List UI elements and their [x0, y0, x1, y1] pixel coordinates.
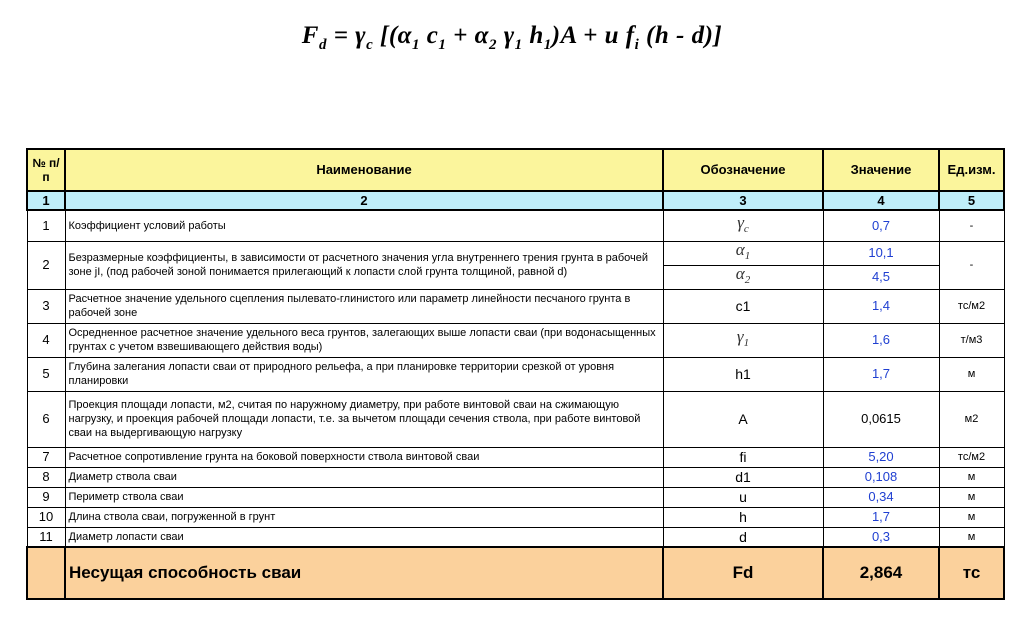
table-row: [27, 447, 1004, 467]
row-name: Глубина залегания лопасти сваи от природного рельефа, а при планировке территории срезкой от уровня планировки: [65, 357, 663, 391]
formula-part6-sub: i: [634, 37, 640, 53]
row-name: Проекция площади лопасти, м2, считая по наружному диаметру, при работе винтовой сваи на сжимающую нагрузку, и проекция рабочей площади лопасти, т.е. за вычетом площади сечения ствола, при работе винтовой сваи на выдергивающую нагрузку: [65, 391, 663, 447]
row-value: 4,5: [823, 265, 939, 289]
column-number: 4: [823, 191, 939, 210]
row-name: Расчетное значение удельного сцепления пылевато-глинистого или параметр линейности песчаного грунта в рабочей зоне: [65, 289, 663, 323]
header-name: Наименование: [65, 149, 663, 191]
formula-rhs: = γ: [333, 22, 367, 49]
total-unit: тс: [939, 547, 1004, 599]
row-name: Диаметр лопасти сваи: [65, 527, 663, 547]
column-number: 1: [27, 191, 65, 210]
total-symbol: Fd: [663, 547, 823, 599]
table-row: [27, 391, 1004, 447]
row-number: 11: [27, 527, 65, 547]
row-name: Диаметр ствола сваи: [65, 467, 663, 487]
row-name: Длина ствола сваи, погруженной в грунт: [65, 507, 663, 527]
row-name: Осредненное расчетное значение удельного веса грунтов, залегающих выше лопасти сваи (при водонасыщенных грунтах с учетом взвешивающего действия воды): [65, 323, 663, 357]
row-unit: м: [939, 357, 1004, 391]
row-name: Периметр ствола сваи: [65, 487, 663, 507]
row-value: 0,7: [823, 210, 939, 241]
row-number: 10: [27, 507, 65, 527]
formula-part3: + α: [453, 22, 489, 49]
header-row: [27, 149, 1004, 191]
formula-part5: h: [529, 22, 544, 49]
row-value: 1,4: [823, 289, 939, 323]
row-number: 1: [27, 210, 65, 241]
symbol-alpha: α: [735, 264, 745, 284]
formula-part5-sub: 1: [543, 37, 552, 53]
row-symbol: h1: [663, 357, 823, 391]
total-name: Несущая способность сваи: [65, 547, 663, 599]
row-unit: тс/м2: [939, 447, 1004, 467]
column-number-row: [27, 191, 1004, 210]
row-symbol: h: [663, 507, 823, 527]
symbol-sub: 2: [744, 273, 751, 286]
row-value: 0,108: [823, 467, 939, 487]
total-row: [27, 547, 1004, 599]
row-number: 9: [27, 487, 65, 507]
row-symbol: d1: [663, 467, 823, 487]
formula-part4-sub: 1: [514, 37, 523, 53]
row-unit: -: [939, 241, 1004, 289]
row-symbol: fi: [663, 447, 823, 467]
row-symbol: A: [663, 391, 823, 447]
row-unit: м: [939, 527, 1004, 547]
row-unit: -: [939, 210, 1004, 241]
row-symbol: [663, 323, 823, 357]
row-value: 0,3: [823, 527, 939, 547]
row-unit: м: [939, 507, 1004, 527]
row-unit: тс/м2: [939, 289, 1004, 323]
table-row: [27, 289, 1004, 323]
row-value: 5,20: [823, 447, 939, 467]
row-unit: м: [939, 487, 1004, 507]
header-unit: Ед.изм.: [939, 149, 1004, 191]
row-symbol: [663, 241, 823, 265]
table-row: [27, 357, 1004, 391]
symbol-sub: 1: [743, 336, 750, 349]
row-value: 1,7: [823, 507, 939, 527]
row-symbol: d: [663, 527, 823, 547]
table-row: [27, 241, 1004, 265]
row-name: Коэффициент условий работы: [65, 210, 663, 241]
formula-part2: c: [426, 22, 439, 49]
total-value: 2,864: [823, 547, 939, 599]
row-name: Расчетное сопротивление грунта на боковой поверхности ствола винтовой сваи: [65, 447, 663, 467]
formula: [0, 22, 1024, 54]
row-symbol: c1: [663, 289, 823, 323]
pile-calculation-table: [26, 148, 1005, 600]
total-num-cell: [27, 547, 65, 599]
column-number: 2: [65, 191, 663, 210]
row-symbol: [663, 210, 823, 241]
formula-part1-sub: 1: [412, 37, 420, 53]
formula-part7: (h - d)]: [646, 22, 723, 49]
column-number: 3: [663, 191, 823, 210]
row-unit: т/м3: [939, 323, 1004, 357]
row-number: 8: [27, 467, 65, 487]
formula-lhs-sub: d: [318, 37, 327, 53]
table-row: [27, 507, 1004, 527]
formula-lhs: F: [301, 22, 319, 49]
table-row: [27, 323, 1004, 357]
header-num: № п/п: [27, 149, 65, 191]
row-number: 6: [27, 391, 65, 447]
table-row: [27, 467, 1004, 487]
formula-part2-sub: 1: [438, 37, 447, 53]
row-value: 10,1: [823, 241, 939, 265]
symbol-gamma: γ: [736, 327, 744, 347]
row-value: 0,0615: [823, 391, 939, 447]
formula-rhs-sub: c: [366, 37, 374, 53]
formula-part3-sub: 2: [488, 37, 497, 53]
row-symbol: [663, 265, 823, 289]
formula-part4: γ: [503, 22, 515, 49]
row-unit: м2: [939, 391, 1004, 447]
row-value: 1,6: [823, 323, 939, 357]
symbol-sub: 1: [744, 249, 751, 262]
symbol-alpha: α: [735, 240, 745, 260]
row-number: 3: [27, 289, 65, 323]
table-row: [27, 487, 1004, 507]
row-unit: м: [939, 467, 1004, 487]
column-number: 5: [939, 191, 1004, 210]
row-value: 0,34: [823, 487, 939, 507]
table-row: [27, 210, 1004, 241]
symbol-gamma: γ: [737, 212, 744, 232]
table-row: [27, 527, 1004, 547]
row-number: 2: [27, 241, 65, 289]
formula-part6: )A + u f: [551, 22, 635, 49]
header-symbol: Обозначение: [663, 149, 823, 191]
formula-part1: [(α: [380, 22, 412, 49]
row-number: 5: [27, 357, 65, 391]
symbol-sub: c: [743, 222, 749, 235]
row-number: 4: [27, 323, 65, 357]
row-value: 1,7: [823, 357, 939, 391]
row-number: 7: [27, 447, 65, 467]
row-name: Безразмерные коэффициенты, в зависимости от расчетного значения угла внутреннего трения грунта в рабочей зоне jI, (под рабочей зоной понимается прилегающий к лопасти слой грунта толщиной, равной d): [65, 241, 663, 289]
row-symbol: u: [663, 487, 823, 507]
header-value: Значение: [823, 149, 939, 191]
